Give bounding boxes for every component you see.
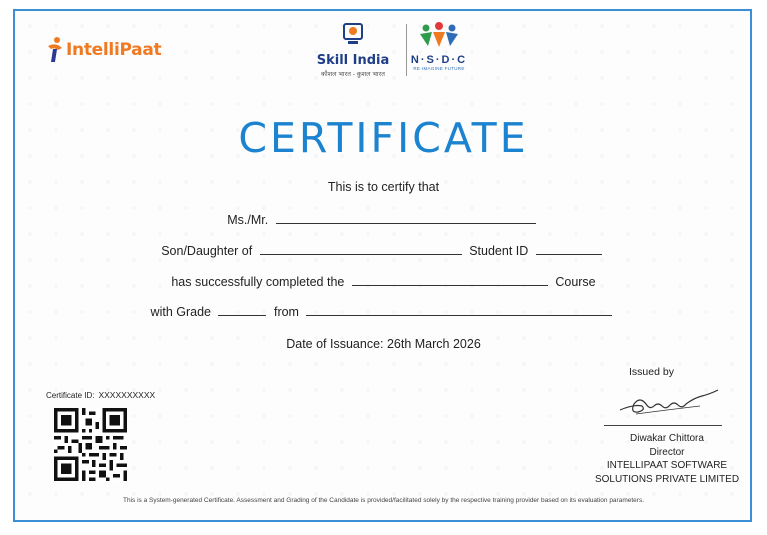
signer-name: Diwakar Chittora	[630, 433, 704, 444]
from-label: from	[273, 305, 299, 319]
nsdc-logo	[408, 22, 470, 71]
signer-details	[592, 432, 742, 486]
name-blank	[276, 213, 536, 224]
issued-by-label: Issued by	[629, 366, 674, 378]
skill-india-tagline: कौशल भारत - कुशल भारत	[321, 71, 385, 78]
grade-blank	[218, 305, 266, 316]
student-id-blank	[536, 244, 602, 255]
grade-row	[0, 305, 767, 319]
intellipaat-wordmark: IntelliPaat	[66, 40, 162, 60]
name-row	[0, 213, 767, 227]
certify-line: This is to certify that	[327, 180, 440, 194]
issuance-date: Date of Issuance: 26th March 2026	[286, 337, 481, 351]
certificate-id-value: XXXXXXXXXX	[98, 390, 156, 400]
intellipaat-logo	[44, 36, 161, 64]
nsdc-tagline: RE·IMAGINE FUTURE	[413, 66, 465, 71]
skill-india-title: Skill India	[316, 53, 390, 68]
signer-title: Director	[649, 446, 685, 458]
signer-company-line2: SOLUTIONS PRIVATE LIMITED	[594, 473, 740, 485]
signer-company-line1: INTELLIPAAT SOFTWARE	[606, 460, 728, 471]
parent-label: Son/Daughter of	[161, 244, 253, 258]
completed-label: has successfully completed the	[171, 275, 345, 289]
parent-blank	[260, 244, 462, 255]
signature-image	[616, 384, 726, 418]
footer-disclaimer: This is a System-generated Certificate. Assessment and Grading of the Candidate is provided/facilitated solely by the respective training provider based on its evaluation parameters.	[123, 497, 644, 504]
parent-row	[0, 244, 767, 258]
student-id-label: Student ID	[469, 244, 529, 258]
nsdc-title: N·S·D·C	[410, 54, 468, 66]
logo-divider	[406, 24, 407, 76]
skill-india-emblem-icon	[341, 22, 365, 46]
signature-line	[604, 425, 722, 426]
grade-label: with Grade	[150, 305, 211, 319]
nsdc-people-icon	[416, 22, 462, 48]
course-blank	[352, 275, 548, 286]
certificate-id	[46, 390, 155, 400]
skill-india-logo	[312, 22, 394, 78]
certificate-heading: CERTIFICATE	[238, 114, 529, 162]
intellipaat-mark-icon	[44, 36, 66, 64]
name-label: Ms./Mr.	[227, 213, 269, 227]
course-row	[0, 275, 767, 289]
qr-code-icon	[54, 408, 127, 481]
course-label: Course	[555, 275, 596, 289]
certificate-id-label: Certificate ID:	[46, 391, 95, 400]
from-blank	[306, 305, 612, 316]
